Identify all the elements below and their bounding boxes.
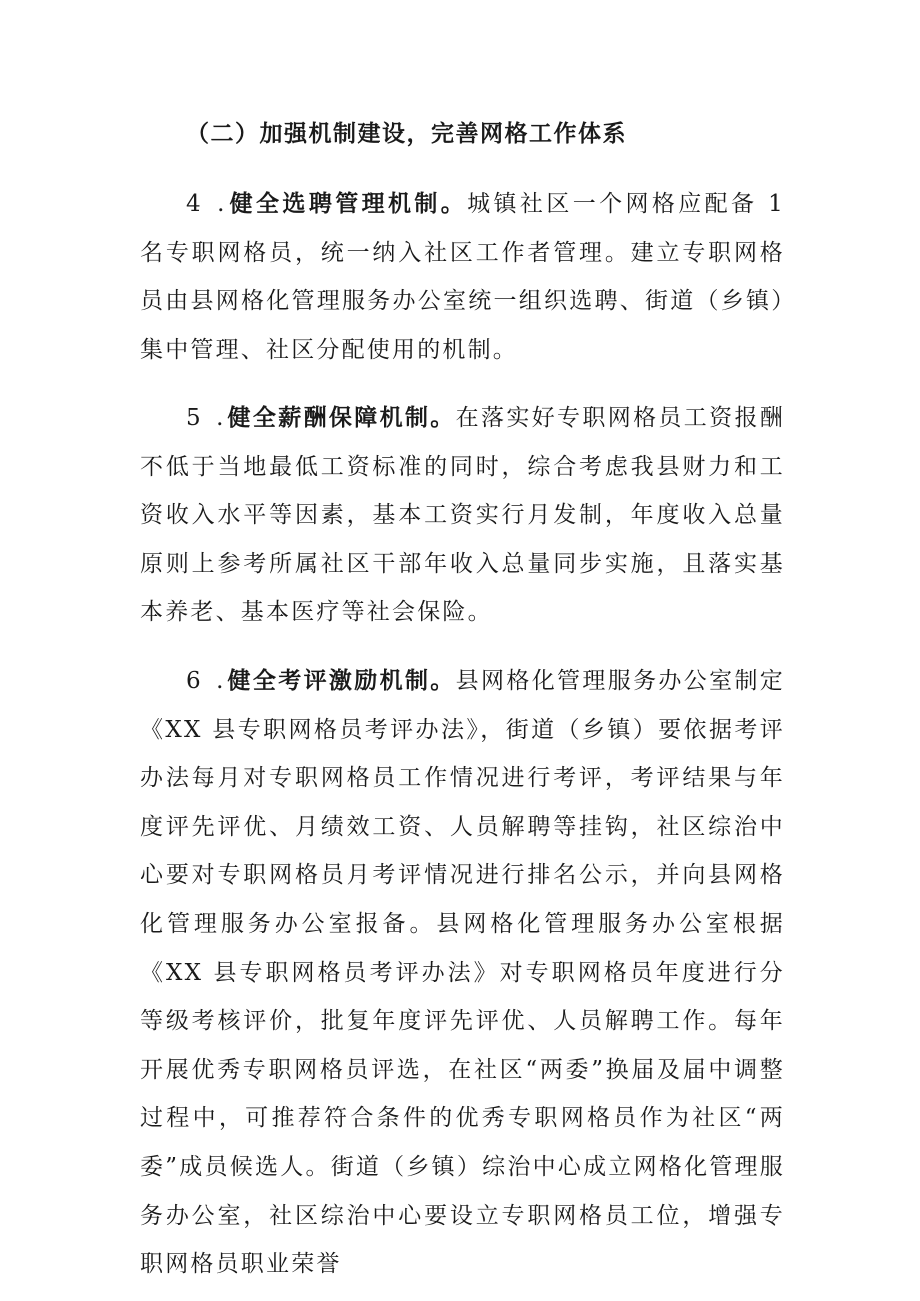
section-heading: （二）加强机制建设，完善网格工作体系 (186, 120, 627, 147)
paragraph-body: 城镇社区一个网格应配备 1 名专职网格员，统一纳入社区工作者管理。建立专职网格员由县网格化管理服务办公室统一组织选聘、街道（乡镇）集中管理、社区分配使用的机制。 (140, 191, 785, 363)
paragraph-6 (140, 657, 785, 1289)
paragraph-body: 在落实好专职网格员工资报酬不低于当地最低工资标准的同时，综合考虑我县财力和工资收入水平等因素，基本工资实行月发制，年度收入总量原则上参考所属社区干部年收入总量同步实施，且落实基本养老、基本医疗等社会保险。 (140, 405, 785, 626)
paragraph-number: 6 . (186, 668, 228, 694)
paragraph-number: 4 . (186, 191, 229, 217)
paragraph-lead: 健全选聘管理机制。 (228, 190, 468, 217)
paragraph-lead: 健全薪酬保障机制。 (227, 404, 456, 431)
paragraph-4 (140, 180, 785, 374)
paragraph-body: 县网格化管理服务办公室制定《XX 县专职网格员考评办法》，街道（乡镇）要依据考评办法每月对专职网格员工作情况进行考评，考评结果与年度评先评优、月绩效工资、人员解聘等挂钩，社区综治中心要对专职网格员月考评情况进行排名公示，并向县网格化管理服务办公室报备。县网格化管理服务办公室根据《XX 县专职网格员考评办法》对专职网格员年度进行分等级考核评价，批复年度评先评优、人员解聘工作。每年开展优秀专职网格员评选，在社区“两委”换届及届中调整过程中，可推荐符合条件的优秀专职网格员作为社区“两委”成员候选人。街道（乡镇）综治中心成立网格化管理服务办公室，社区综治中心要设立专职网格员工位，增强专职网格员职业荣誉 (140, 668, 785, 1278)
paragraph-number: 5 . (186, 405, 228, 431)
paragraph-5 (140, 394, 785, 637)
paragraph-lead: 健全考评激励机制。 (227, 667, 456, 694)
